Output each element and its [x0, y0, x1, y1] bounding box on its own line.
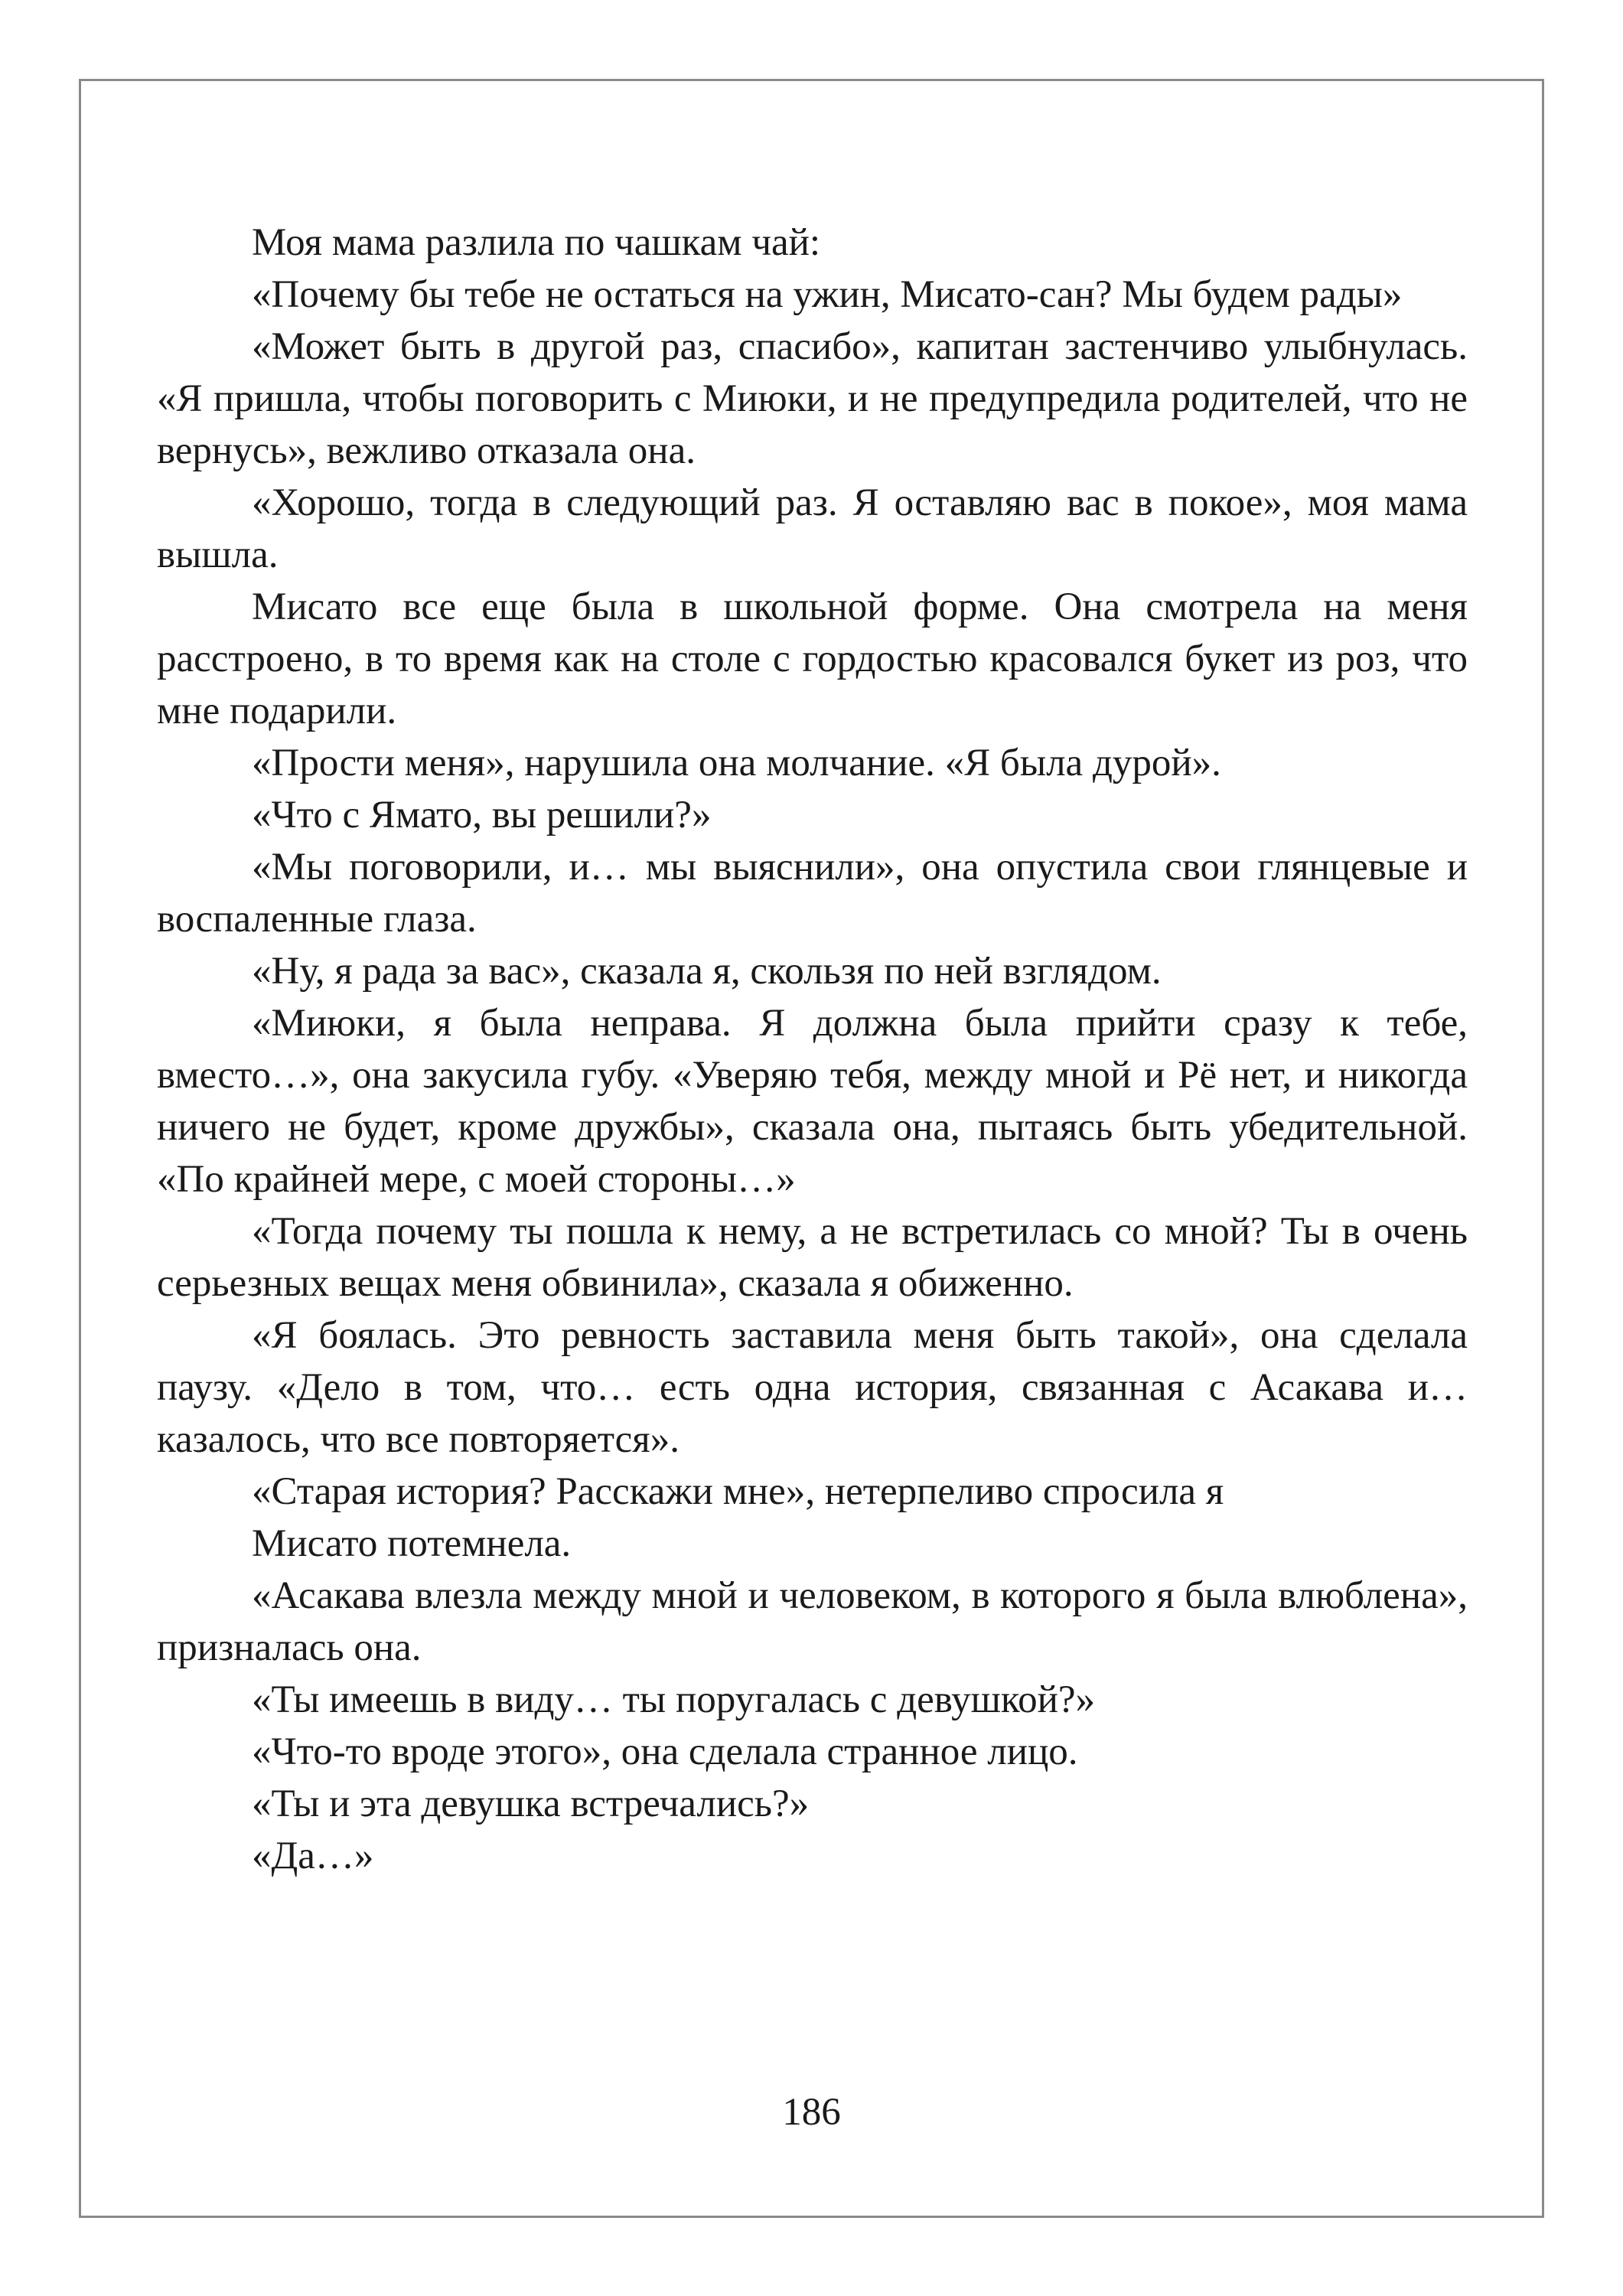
paragraph: «Асакава влезла между мной и человеком, в которого я была влюблена», призналась она.: [157, 1574, 1468, 1669]
paragraph: Мисато потемнела.: [252, 1522, 572, 1565]
paragraph: «Тогда почему ты пошла к нему, а не встретилась со мной? Ты в очень серьезных вещах меня обвинила», сказала я обиженно.: [157, 1210, 1468, 1305]
paragraph: «Что-то вроде этого», она сделала странное лицо.: [252, 1730, 1078, 1773]
paragraph: «Прости меня», нарушила она молчание. «Я была дурой».: [252, 742, 1221, 784]
paragraph: «Почему бы тебе не остаться на ужин, Мисато-сан? Мы будем рады»: [252, 273, 1403, 316]
paragraph: «Мы поговорили, и… мы выяснили», она опустила свои глянцевые и воспаленные глаза.: [157, 846, 1468, 941]
page-number: 186: [782, 2091, 841, 2134]
paragraph: «Что с Ямато, вы решили?»: [252, 794, 712, 837]
paragraph: «Старая история? Расскажи мне», нетерпеливо спросила я: [252, 1470, 1224, 1513]
paragraph: «Да…»: [252, 1835, 374, 1877]
paragraph: «Миюки, я была неправа. Я должна была прийти сразу к тебе, вместо…», она закусила губу. «Уверяю тебя, между мной и Рё нет, и никогда ничего не будет, кроме дружбы», сказала она, пытаясь быть убедительной. «По крайней мере, с моей стороны…»: [157, 1002, 1468, 1201]
body-text: [157, 217, 1468, 1882]
paragraph: Мисато все еще была в школьной форме. Она смотрела на меня расстроено, в то время как на столе с гордостью красовался букет из роз, что мне подарили.: [157, 585, 1468, 732]
paragraph: «Ты имеешь в виду… ты поругалась с девушкой?»: [252, 1678, 1096, 1721]
paragraph: «Ну, я рада за вас», сказала я, скользя по ней взглядом.: [252, 950, 1162, 993]
paragraph: «Хорошо, тогда в следующий раз. Я оставляю вас в покое», моя мама вышла.: [157, 481, 1468, 576]
paragraph: «Может быть в другой раз, спасибо», капитан застенчиво улыбнулась. «Я пришла, чтобы поговорить с Миюки, и не предупредила родителей, что не вернусь», вежливо отказала она.: [157, 325, 1468, 472]
paragraph: «Ты и эта девушка встречались?»: [252, 1782, 810, 1825]
paragraph: «Я боялась. Это ревность заставила меня быть такой», она сделала паузу. «Дело в том, что… есть одна история, связанная с Асакава и… казалось, что все повторяется».: [157, 1314, 1468, 1461]
paragraph: Моя мама разлила по чашкам чай:: [252, 221, 821, 264]
